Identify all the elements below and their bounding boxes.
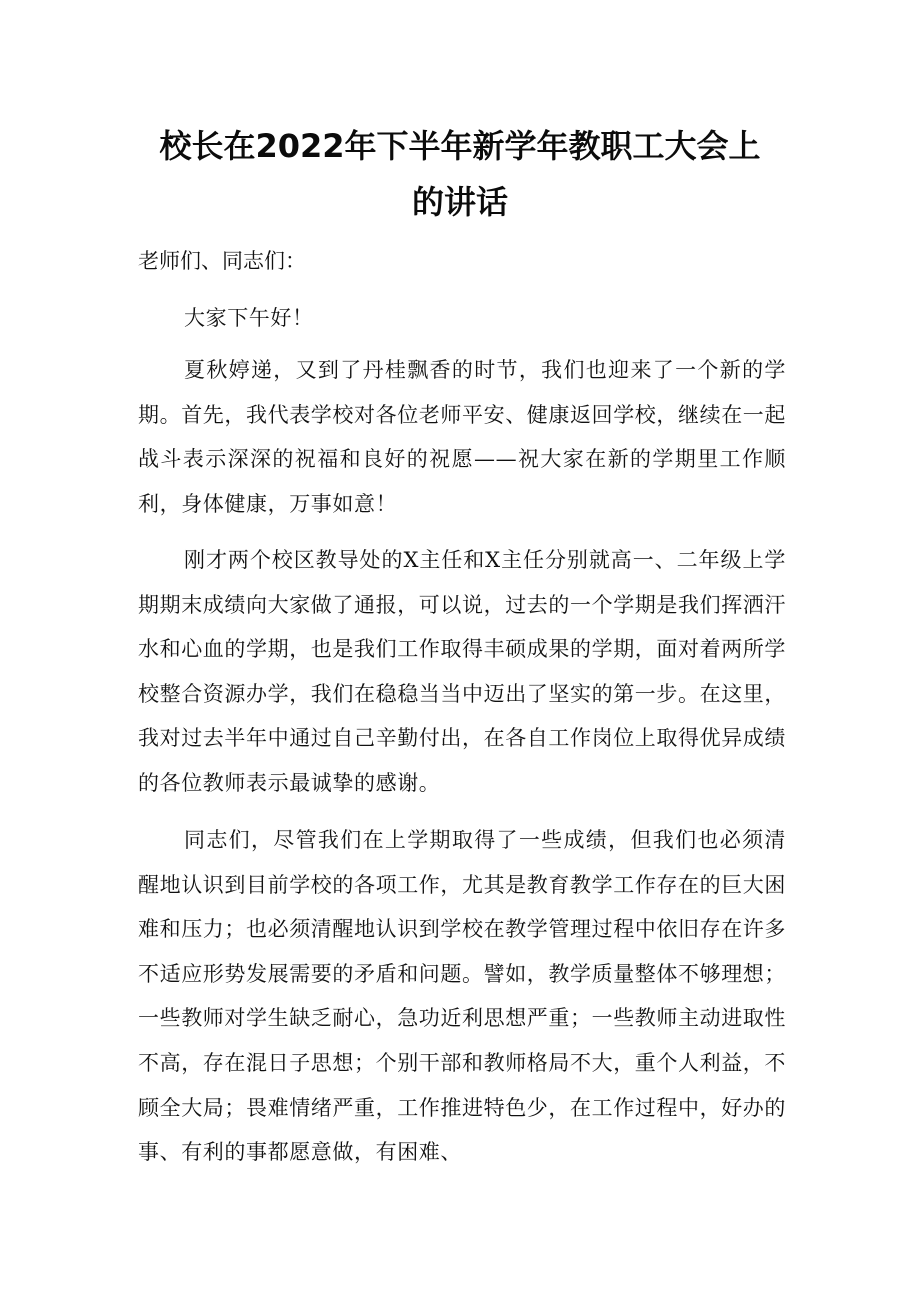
title-line-2: 的讲话 [411,183,508,221]
paragraph-problems: 同志们，尽管我们在上学期取得了一些成绩，但我们也必须清醒地认识到目前学校的各项工作，尤其是教育教学工作存在的巨大困难和压力；也必须清醒地认识到学校在教学管理过程中依旧存在许多不适应形势发展需要的矛盾和问题。譬如，教学质量整体不够理想；一些教师对学生缺乏耐心，急功近利思想严重；一些教师主动进取性不高，存在混日子思想；个别干部和教师格局不大，重个人利益，不顾全大局；畏难情绪严重，工作推进特色少，在工作过程中，好办的事、有利的事都愿意做，有困难、 [138,828,786,1165]
salutation: 老师们、同志们： [138,249,306,273]
document-title [120,118,800,230]
paragraph-review: 刚才两个校区教导处的X主任和X主任分别就高一、二年级上学期期末成绩向大家做了通报，可以说，过去的一个学期是我们挥洒汗水和心血的学期，也是我们工作取得丰硕成果的学期，面对着两所学校整合资源办学，我们在稳稳当当中迈出了坚实的第一步。在这里，我对过去半年中通过自己辛勤付出，在各自工作岗位上取得优异成绩的各位教师表示最诚挚的感谢。 [138,548,786,795]
title-line-1: 校长在2022年下半年新学年教职工大会上 [159,127,761,165]
paragraph-greeting: 大家下午好！ [184,306,314,330]
paragraph-opening: 夏秋婷递，又到了丹桂飘香的时节，我们也迎来了一个新的学期。首先，我代表学校对各位老师平安、健康返回学校，继续在一起战斗表示深深的祝福和良好的祝愿——祝大家在新的学期里工作顺利，身体健康，万事如意！ [138,358,786,516]
